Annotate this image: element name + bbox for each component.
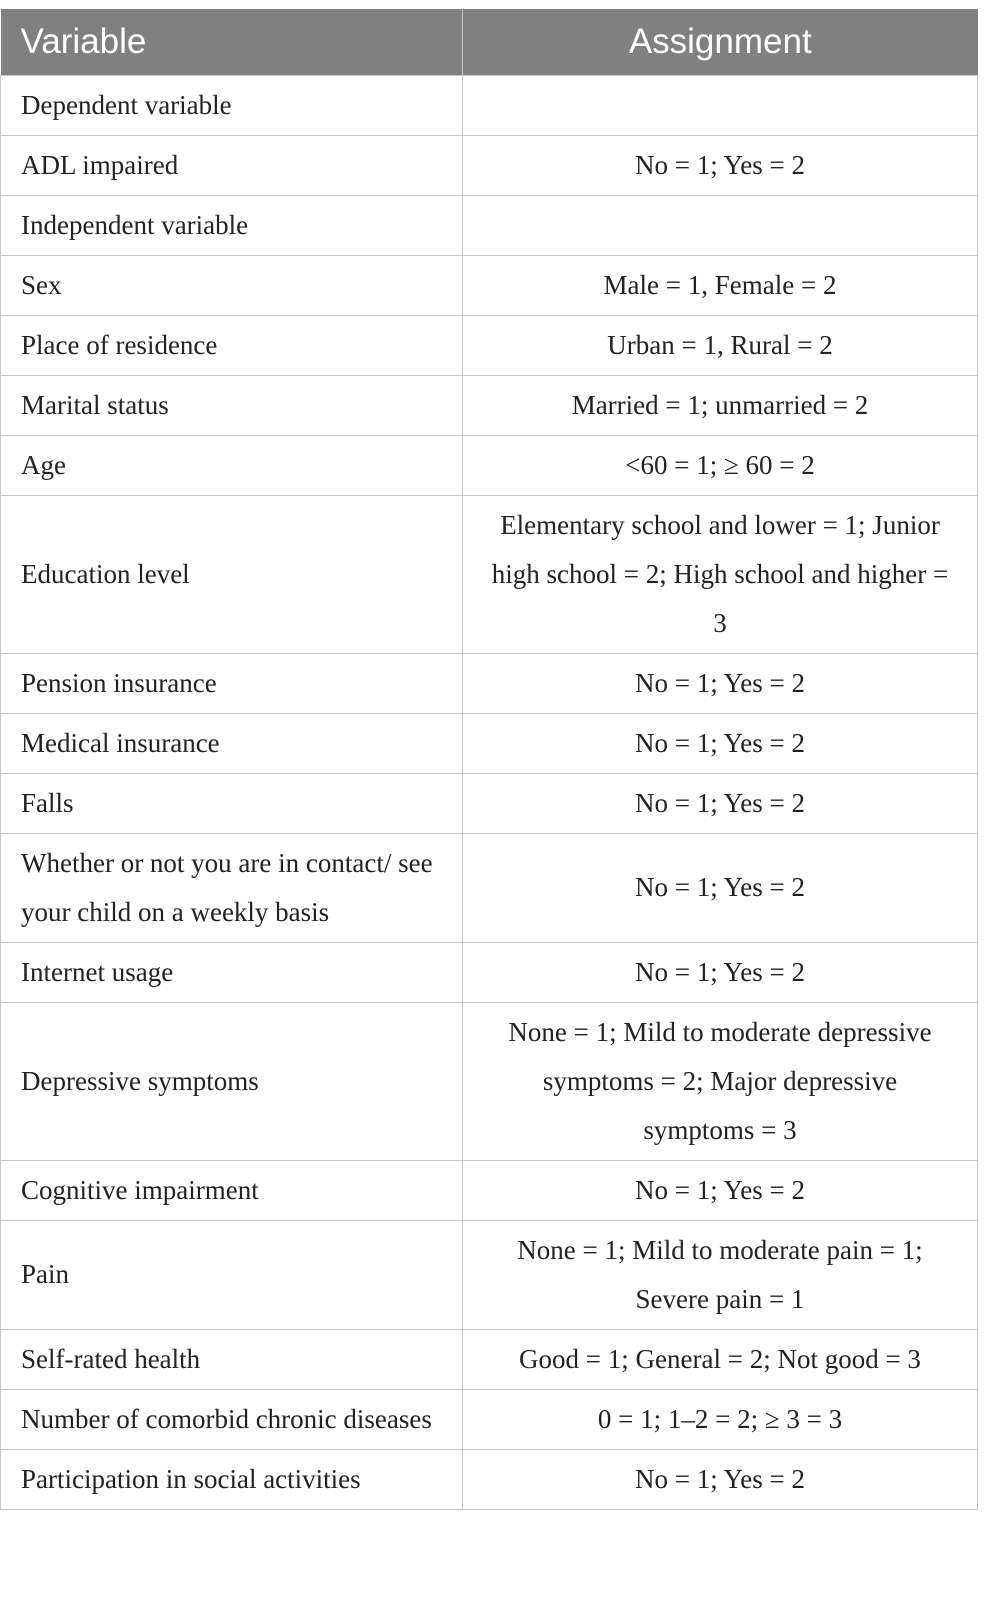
table-row (1, 653, 978, 713)
table-row (1, 315, 978, 375)
assignment-cell: Urban = 1, Rural = 2 (463, 315, 978, 375)
assignment-cell: Married = 1; unmarried = 2 (463, 375, 978, 435)
variable-cell: Marital status (1, 375, 463, 435)
assignment-cell: Male = 1, Female = 2 (463, 255, 978, 315)
table-row (1, 1449, 978, 1509)
variable-cell: Participation in social activities (1, 1449, 463, 1509)
table-body (1, 75, 978, 1509)
assignment-column-header: Assignment (463, 9, 978, 75)
variable-cell: Whether or not you are in contact/ see your child on a weekly basis (1, 833, 463, 942)
assignment-cell: No = 1; Yes = 2 (463, 713, 978, 773)
assignment-cell: No = 1; Yes = 2 (463, 833, 978, 942)
table-row (1, 773, 978, 833)
table-row (1, 1389, 978, 1449)
assignment-cell: Elementary school and lower = 1; Junior high school = 2; High school and higher = 3 (463, 495, 978, 653)
variable-cell: Independent variable (1, 195, 463, 255)
table-row (1, 942, 978, 1002)
variable-assignment-table (0, 9, 978, 1510)
assignment-cell: Good = 1; General = 2; Not good = 3 (463, 1329, 978, 1389)
assignment-cell: No = 1; Yes = 2 (463, 653, 978, 713)
assignment-cell: <60 = 1; ≥ 60 = 2 (463, 435, 978, 495)
assignment-cell: None = 1; Mild to moderate pain = 1; Severe pain = 1 (463, 1220, 978, 1329)
assignment-cell (463, 75, 978, 135)
table-row (1, 375, 978, 435)
variable-cell: Sex (1, 255, 463, 315)
variable-cell: Dependent variable (1, 75, 463, 135)
assignment-cell (463, 195, 978, 255)
variable-cell: Place of residence (1, 315, 463, 375)
assignment-cell: No = 1; Yes = 2 (463, 773, 978, 833)
assignment-cell: No = 1; Yes = 2 (463, 1160, 978, 1220)
variable-assignment-table-container (0, 9, 977, 1510)
table-row (1, 1329, 978, 1389)
variable-cell: Medical insurance (1, 713, 463, 773)
assignment-cell: 0 = 1; 1–2 = 2; ≥ 3 = 3 (463, 1389, 978, 1449)
table-row (1, 1160, 978, 1220)
table-row (1, 135, 978, 195)
variable-cell: Cognitive impairment (1, 1160, 463, 1220)
variable-cell: Falls (1, 773, 463, 833)
variable-cell: Self-rated health (1, 1329, 463, 1389)
variable-cell: Pain (1, 1220, 463, 1329)
variable-cell: Education level (1, 495, 463, 653)
table-row (1, 435, 978, 495)
table-row (1, 495, 978, 653)
assignment-cell: No = 1; Yes = 2 (463, 942, 978, 1002)
variable-column-header: Variable (1, 9, 463, 75)
table-row (1, 713, 978, 773)
variable-cell: Number of comorbid chronic diseases (1, 1389, 463, 1449)
table-row (1, 833, 978, 942)
table-row (1, 75, 978, 135)
table-row (1, 195, 978, 255)
variable-cell: Pension insurance (1, 653, 463, 713)
header-row (1, 9, 978, 75)
table-row (1, 1002, 978, 1160)
table-row (1, 255, 978, 315)
assignment-cell: No = 1; Yes = 2 (463, 1449, 978, 1509)
table-row (1, 1220, 978, 1329)
variable-cell: Age (1, 435, 463, 495)
variable-cell: Internet usage (1, 942, 463, 1002)
assignment-cell: None = 1; Mild to moderate depressive symptoms = 2; Major depressive symptoms = 3 (463, 1002, 978, 1160)
table-header (1, 9, 978, 75)
variable-cell: Depressive symptoms (1, 1002, 463, 1160)
variable-cell: ADL impaired (1, 135, 463, 195)
assignment-cell: No = 1; Yes = 2 (463, 135, 978, 195)
